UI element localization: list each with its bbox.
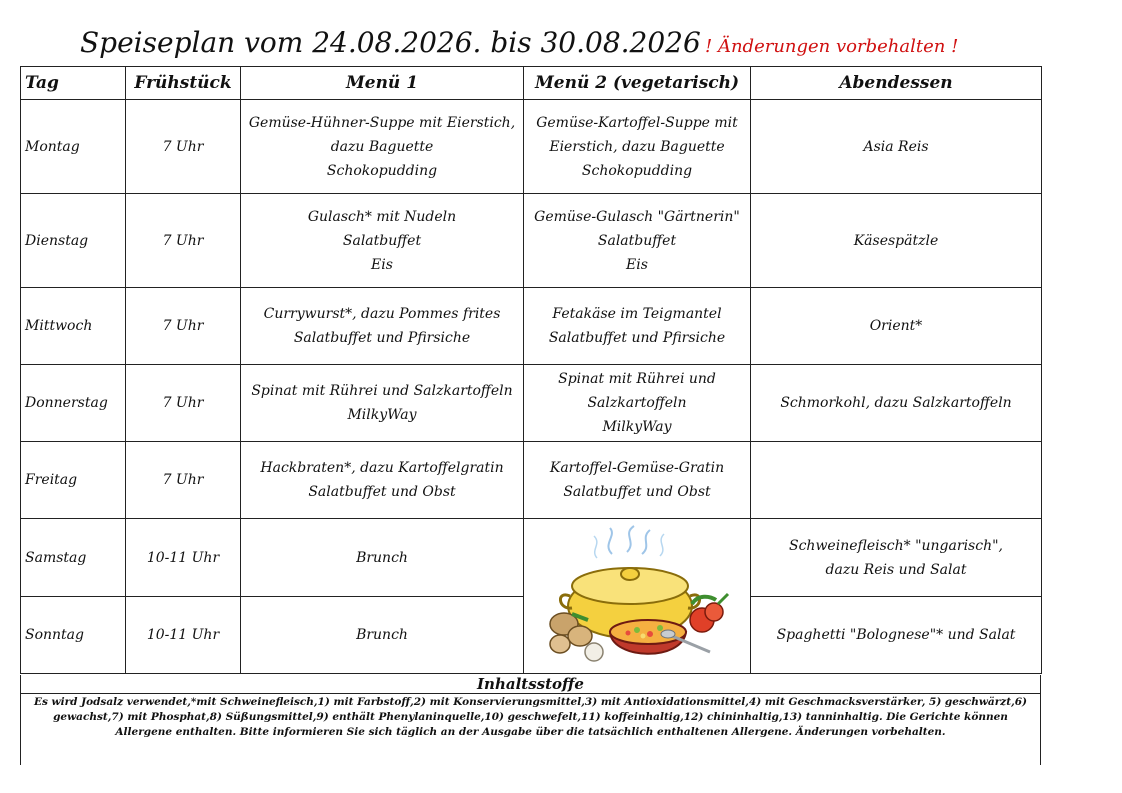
day-cell: Dienstag (21, 194, 126, 288)
cooking-pot-soup-icon (542, 524, 732, 669)
col-header-menu2: Menü 2 (vegetarisch) (524, 67, 751, 100)
breakfast-time-cell: 7 Uhr (126, 442, 241, 519)
breakfast-time-cell: 10-11 Uhr (126, 519, 241, 597)
menu-line: Schokopudding (326, 162, 438, 179)
day-cell: Sonntag (21, 597, 126, 674)
menu-line: Spinat mit Rührei und (558, 371, 716, 387)
table-row (21, 194, 1042, 288)
menu-line: Gemüse-Kartoffel-Suppe mit (536, 114, 738, 131)
menu-line: Salatbuffet und Pfirsiche (293, 330, 471, 346)
ingredients-text: Es wird Jodsalz verwendet,*mit Schweinefleisch,1) mit Farbstoff,2) mit Konservierungsmittel,3) mit Antioxidationsmittel,4) mit Geschmacksverstärker, 5) geschwärzt,6) gewachst,7) mit Phosphat,8) Süßungsmittel,9) enthält Phenylaninquelle,10) geschwefelt,11) koffeinhaltig,12) chininhaltig,13) tanninhaltig. Die Gerichte können Allergene enthalten. Bitte informieren Sie sich täglich an der Ausgabe über die tatsächlich enthaltenen Allergene. Änderungen vorbehalten. (33, 696, 1028, 738)
menu-line: Hackbraten*, dazu Kartoffelgratin (260, 460, 504, 476)
day-cell: Samstag (21, 519, 126, 597)
menu1-cell (241, 100, 524, 194)
day-cell: Montag (21, 100, 126, 194)
table-row (21, 365, 1042, 442)
col-header-fruehstueck: Frühstück (126, 67, 241, 100)
menu1-cell (241, 442, 524, 519)
menu-line: Kartoffel-Gemüse-Gratin (549, 460, 725, 476)
menu1-cell (241, 597, 524, 674)
header-row (21, 67, 1042, 100)
menu1-cell (241, 519, 524, 597)
menu1-cell (241, 194, 524, 288)
breakfast-time-cell: 7 Uhr (126, 365, 241, 442)
menu-line: Orient* (869, 318, 923, 334)
changes-notice: ! Änderungen vorbehalten ! (705, 36, 959, 57)
day-cell: Mittwoch (21, 288, 126, 365)
table-row (21, 442, 1042, 519)
menu1-cell (241, 365, 524, 442)
day-cell: Freitag (21, 442, 126, 519)
dinner-cell (751, 100, 1042, 194)
menu-line: Salzkartoffeln (587, 395, 687, 411)
menu2-cell (524, 442, 751, 519)
menu2-cell (524, 100, 751, 194)
ingredients-title: Inhaltsstoffe (21, 675, 1040, 694)
menu-line: Spaghetti "Bolognese"* und Salat (776, 627, 1016, 643)
menu-line: Brunch (356, 627, 408, 643)
menu-line: dazu Baguette (330, 138, 434, 155)
menu-line: Gemüse-Hühner-Suppe mit Eierstich, (248, 114, 516, 131)
page-title: Speiseplan vom 24.08.2026. bis 30.08.2026 (80, 26, 701, 59)
weekend-image-cell (524, 519, 751, 674)
col-header-menu1: Menü 1 (241, 67, 524, 100)
menu-line: Salatbuffet und Obst (563, 484, 711, 500)
menu-line: Schmorkohl, dazu Salzkartoffeln (780, 395, 1012, 411)
dinner-cell (751, 194, 1042, 288)
day-cell: Donnerstag (21, 365, 126, 442)
dinner-cell (751, 519, 1042, 597)
menu-line: MilkyWay (602, 419, 672, 435)
menu2-cell (524, 194, 751, 288)
table-row (21, 288, 1042, 365)
menu-line: Currywurst*, dazu Pommes frites (263, 306, 501, 322)
menu-line: Eierstich, dazu Baguette (549, 138, 725, 155)
menu-line: Spinat mit Rührei und Salzkartoffeln (251, 383, 513, 399)
menu-line: Eis (371, 256, 393, 273)
menu-line: Asia Reis (863, 138, 929, 155)
breakfast-time-cell: 10-11 Uhr (126, 597, 241, 674)
menu-line: Schweinefleisch* "ungarisch", (789, 537, 1003, 554)
menu-line: Salatbuffet (597, 232, 677, 249)
menu-line: Fetakäse im Teigmantel (552, 306, 722, 322)
menu-line: Brunch (356, 549, 408, 566)
table-row (21, 519, 1042, 597)
dinner-cell (751, 288, 1042, 365)
dinner-cell (751, 442, 1042, 519)
table-row (21, 100, 1042, 194)
col-header-tag: Tag (21, 67, 126, 100)
breakfast-time-cell: 7 Uhr (126, 288, 241, 365)
menu-line: dazu Reis und Salat (825, 561, 967, 578)
breakfast-time-cell: 7 Uhr (126, 100, 241, 194)
col-header-abendessen: Abendessen (751, 67, 1042, 100)
menu-line: Schokopudding (581, 162, 693, 179)
menu-line: Eis (626, 256, 648, 273)
dinner-cell (751, 597, 1042, 674)
breakfast-time-cell: 7 Uhr (126, 194, 241, 288)
menu2-cell (524, 288, 751, 365)
menu2-cell (524, 365, 751, 442)
menu-line: Salatbuffet und Obst (308, 484, 456, 500)
menu-line: Salatbuffet und Pfirsiche (548, 330, 726, 346)
menu-line: Käsespätzle (853, 232, 939, 249)
menu-line: MilkyWay (347, 407, 417, 423)
dinner-cell (751, 365, 1042, 442)
meal-plan-table (20, 66, 1042, 674)
menu1-cell (241, 288, 524, 365)
ingredients-footer (20, 675, 1041, 765)
menu-line: Gulasch* mit Nudeln (307, 208, 457, 225)
menu-line: Gemüse-Gulasch "Gärtnerin" (534, 208, 740, 225)
menu-line: Salatbuffet (342, 232, 422, 249)
